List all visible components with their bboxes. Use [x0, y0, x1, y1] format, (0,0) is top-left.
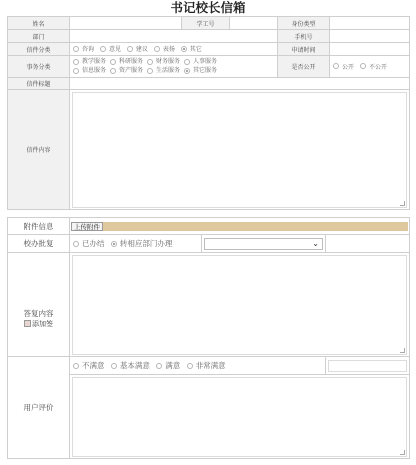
phone-label: 手机号	[278, 30, 330, 43]
matter-class-option[interactable]: 科研服务	[110, 58, 143, 66]
dept-label: 部门	[8, 30, 70, 43]
radio-icon[interactable]	[333, 63, 339, 69]
eval-extra-field[interactable]	[328, 360, 407, 372]
eval-comment-textarea[interactable]	[72, 377, 407, 457]
reply-content-label: 答复内容	[23, 308, 54, 318]
name-label: 姓名	[8, 17, 70, 30]
radio-icon[interactable]	[156, 363, 162, 369]
eval-option[interactable]: 不满意	[73, 360, 105, 371]
eval-option[interactable]: 基本满意	[111, 360, 150, 371]
phone-field[interactable]	[330, 30, 410, 43]
radio-icon[interactable]	[100, 46, 106, 52]
subject-field[interactable]	[70, 78, 410, 90]
radio-icon[interactable]	[110, 68, 116, 74]
reply-table	[7, 217, 410, 459]
public-options	[330, 56, 410, 78]
radio-icon[interactable]	[73, 46, 79, 52]
eval-option[interactable]: 非常满意	[187, 360, 226, 371]
broken-image-icon	[24, 320, 31, 327]
eval-extra-cell	[326, 357, 410, 375]
signature-image: 添加签	[24, 319, 53, 329]
dept-select[interactable]	[204, 238, 323, 250]
radio-icon[interactable]	[110, 59, 116, 65]
radio-icon[interactable]	[154, 46, 160, 52]
approve-option[interactable]: 已办结	[73, 238, 105, 249]
apply-time-field[interactable]	[330, 43, 410, 56]
radio-icon[interactable]	[184, 59, 190, 65]
radio-icon[interactable]	[73, 363, 79, 369]
eval-option[interactable]: 满意	[156, 360, 180, 371]
content-textarea[interactable]	[72, 92, 407, 208]
matter-class-option[interactable]: 财务服务	[147, 58, 180, 66]
letter-class-option[interactable]: 其它	[181, 44, 202, 53]
radio-icon[interactable]	[147, 59, 153, 65]
radio-selected-icon[interactable]	[111, 241, 117, 247]
subject-label: 信件标题	[8, 78, 70, 90]
letter-class-label: 信件分类	[8, 43, 70, 56]
public-label: 是否公开	[278, 56, 330, 78]
matter-class-option[interactable]: 其它服务	[184, 67, 217, 75]
content-label: 信件内容	[8, 90, 70, 210]
letter-class-option[interactable]: 咨询	[73, 44, 94, 53]
reply-content-textarea[interactable]	[72, 255, 407, 355]
matter-class-option[interactable]: 生活服务	[147, 67, 180, 75]
letter-class-option[interactable]: 建议	[127, 44, 148, 53]
radio-icon[interactable]	[360, 63, 366, 69]
attachment-cell	[70, 218, 410, 235]
approve-options	[70, 235, 202, 253]
approve-extra-cell	[326, 235, 410, 253]
worker-id-label: 学工号	[182, 17, 230, 30]
content-cell	[70, 90, 410, 210]
reply-content-cell	[70, 253, 410, 357]
letter-class-options	[70, 43, 278, 56]
radio-icon[interactable]	[147, 68, 153, 74]
page-title: 书记校长信箱	[170, 0, 246, 15]
chevron-down-icon[interactable]: ⌄	[312, 238, 319, 248]
letter-class-option[interactable]: 表扬	[154, 44, 175, 53]
resize-grip-icon[interactable]	[400, 450, 405, 455]
attachment-bar	[71, 222, 408, 231]
upload-attachment-button[interactable]: 上传附件	[71, 222, 103, 231]
reply-content-label-cell	[8, 253, 70, 357]
matter-class-option[interactable]: 资产服务	[110, 67, 143, 75]
identity-label: 身份类型	[278, 17, 330, 30]
eval-comment-cell	[70, 375, 410, 459]
eval-options	[70, 357, 326, 375]
apply-time-label: 申请时间	[278, 43, 330, 56]
user-eval-label: 用户评价	[8, 357, 70, 459]
radio-selected-icon[interactable]	[184, 68, 190, 74]
radio-icon[interactable]	[127, 46, 133, 52]
public-option[interactable]: 公开	[333, 62, 354, 71]
matter-class-label: 事务分类	[8, 56, 70, 78]
dept-field[interactable]	[70, 30, 278, 43]
radio-icon[interactable]	[73, 68, 79, 74]
matter-class-option[interactable]: 信息服务	[73, 67, 106, 75]
approve-option[interactable]: 转相应部门办理	[111, 238, 173, 249]
resize-grip-icon[interactable]	[400, 348, 405, 353]
letter-class-option[interactable]: 意见	[100, 44, 121, 53]
dept-select-cell	[202, 235, 326, 253]
matter-class-option[interactable]: 人事服务	[184, 58, 217, 66]
worker-id-field[interactable]	[230, 17, 278, 30]
name-field[interactable]	[70, 17, 182, 30]
not-public-option[interactable]: 不公开	[360, 62, 387, 71]
matter-class-options	[70, 56, 278, 78]
radio-selected-icon[interactable]	[181, 46, 187, 52]
letter-info-table	[7, 16, 410, 210]
matter-class-option[interactable]: 教学服务	[73, 58, 106, 66]
approve-label: 校办批复	[8, 235, 70, 253]
radio-icon[interactable]	[187, 363, 193, 369]
radio-icon[interactable]	[73, 59, 79, 65]
attachment-label: 附件信息	[8, 218, 70, 235]
resize-grip-icon[interactable]	[400, 201, 405, 206]
radio-icon[interactable]	[111, 363, 117, 369]
radio-icon[interactable]	[73, 241, 79, 247]
identity-field[interactable]	[330, 17, 410, 30]
